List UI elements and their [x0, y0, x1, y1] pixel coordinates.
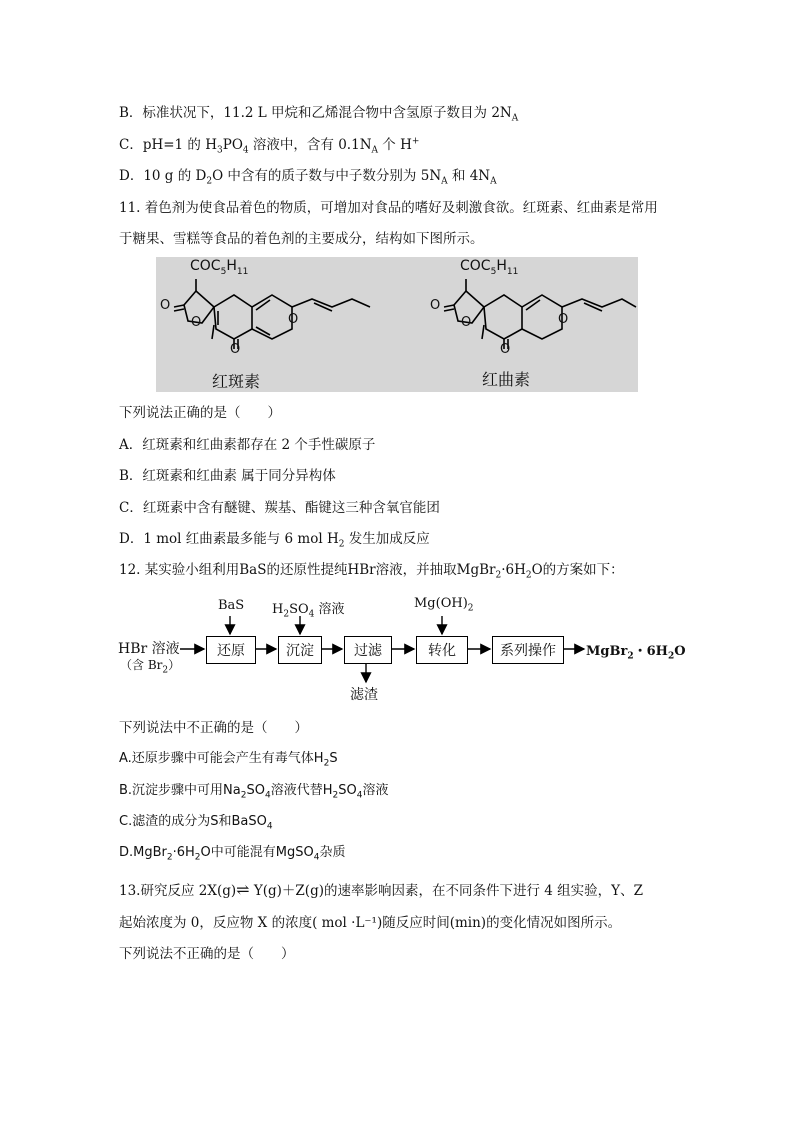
q12-option-b: B.沉淀步骤中可用$Na_2SO_4$溶液代替$H_2SO_4$溶液 [119, 783, 389, 801]
q12-stem: 12. 某实验小组利用BaS的还原性提纯HBr溶液，并抽取$MgBr_2\cdot 6H_2O$的方案如下： [119, 562, 624, 581]
q12-option-d: $D.MgBr_2\cdot 6H_2O$中可能混有MgSO$_4$杂质 [119, 845, 346, 863]
q11-question: 下列说法正确的是（ ） [119, 405, 281, 421]
flow-step-reduce: 还原 [206, 636, 256, 664]
left-carbonyl-o: O [230, 342, 241, 357]
right-ketone-o: O [430, 298, 441, 313]
q12-option-c: C.滤渣的成分为S和BaSO$_4$ [119, 814, 273, 832]
left-ring-o: O [191, 315, 202, 330]
flow-start-note: （含 $Br_2$） [120, 658, 181, 676]
q13-stem-line2: 起始浓度为 0，反应物 X 的浓度( mol ·L⁻¹)随反应时间(min)的变化情况如图所示。 [119, 915, 622, 931]
q13-stem-line1: 13.研究反应 2X(g)⇌ Y(g)＋Z(g)的速率影响因素，在不同条件下进行 4 组实验，Y、Z [119, 880, 643, 899]
flow-start-label: HBr 溶液 [118, 641, 180, 657]
flow-reagent-mgoh2: $Mg(OH)_2$ [414, 596, 474, 614]
right-molecule-name: 红曲素 [482, 370, 531, 389]
flow-step-precipitate: 沉淀 [278, 636, 322, 664]
left-substituent-label: $COC_5H_{11}$ [190, 258, 249, 277]
q13-question: 下列说法不正确的是（ ） [119, 946, 295, 962]
left-ketone-o: O [160, 298, 171, 313]
q10-option-c: C．pH=1 的 $H_3PO_4$ 溶液中，含有 $0.1N_A$ 个 H+ [119, 136, 420, 156]
q11-stem-line1: 11. 着色剂为使食品着色的物质，可增加对食品的嗜好及刺激食欲。红斑素、红曲素是常用 [119, 200, 658, 216]
q10-option-b: B．标准状况下，11.2 L 甲烷和乙烯混合物中含氢原子数目为 $2N_A$ [119, 105, 519, 124]
q12-option-a: A.还原步骤中可能会产生有毒气体$H_2S$ [119, 751, 338, 769]
flow-reagent-bas: BaS [218, 598, 245, 613]
flow-step-series: 系列操作 [492, 636, 564, 664]
q11-option-d: D．1 mol 红曲素最多能与 6 mol $H_2$ 发生加成反应 [119, 531, 430, 550]
q11-stem-line2: 于糖果、雪糕等食品的着色剂的主要成分，结构如下图所示。 [119, 231, 484, 247]
q12-question: 下列说法中不正确的是（ ） [119, 720, 308, 736]
q11-option-c: C．红斑素中含有醚键、羰基、酯键这三种含氧官能团 [119, 500, 440, 516]
left-pyran-o: O [288, 312, 299, 327]
q11-option-b: B．红斑素和红曲素 属于同分异构体 [119, 468, 336, 484]
flow-step-convert: 转化 [416, 636, 468, 664]
flow-reagent-h2so4: $H_2SO_4$ 溶液 [272, 602, 345, 620]
flow-byproduct: 滤渣 [350, 687, 378, 703]
left-molecule-name: 红斑素 [212, 372, 261, 391]
right-carbonyl-o: O [500, 342, 511, 357]
flowchart [118, 592, 686, 703]
right-ring-o: O [461, 315, 472, 330]
flow-step-filter: 过滤 [344, 636, 392, 664]
equilibrium-arrow-icon: ⇌ [236, 880, 250, 899]
right-substituent-label: $COC_5H_{11}$ [460, 258, 519, 277]
q10-option-d: D．10 g 的 $D_2O$ 中含有的质子数与中子数分别为 $5N_A$ 和 $4N_A$ [119, 168, 497, 187]
q11-option-a: A．红斑素和红曲素都存在 2 个手性碳原子 [119, 437, 376, 453]
flow-product: MgBr$_2$・$6H_2O$ [586, 644, 686, 662]
molecule-figure [156, 257, 638, 392]
right-pyran-o: O [558, 312, 569, 327]
